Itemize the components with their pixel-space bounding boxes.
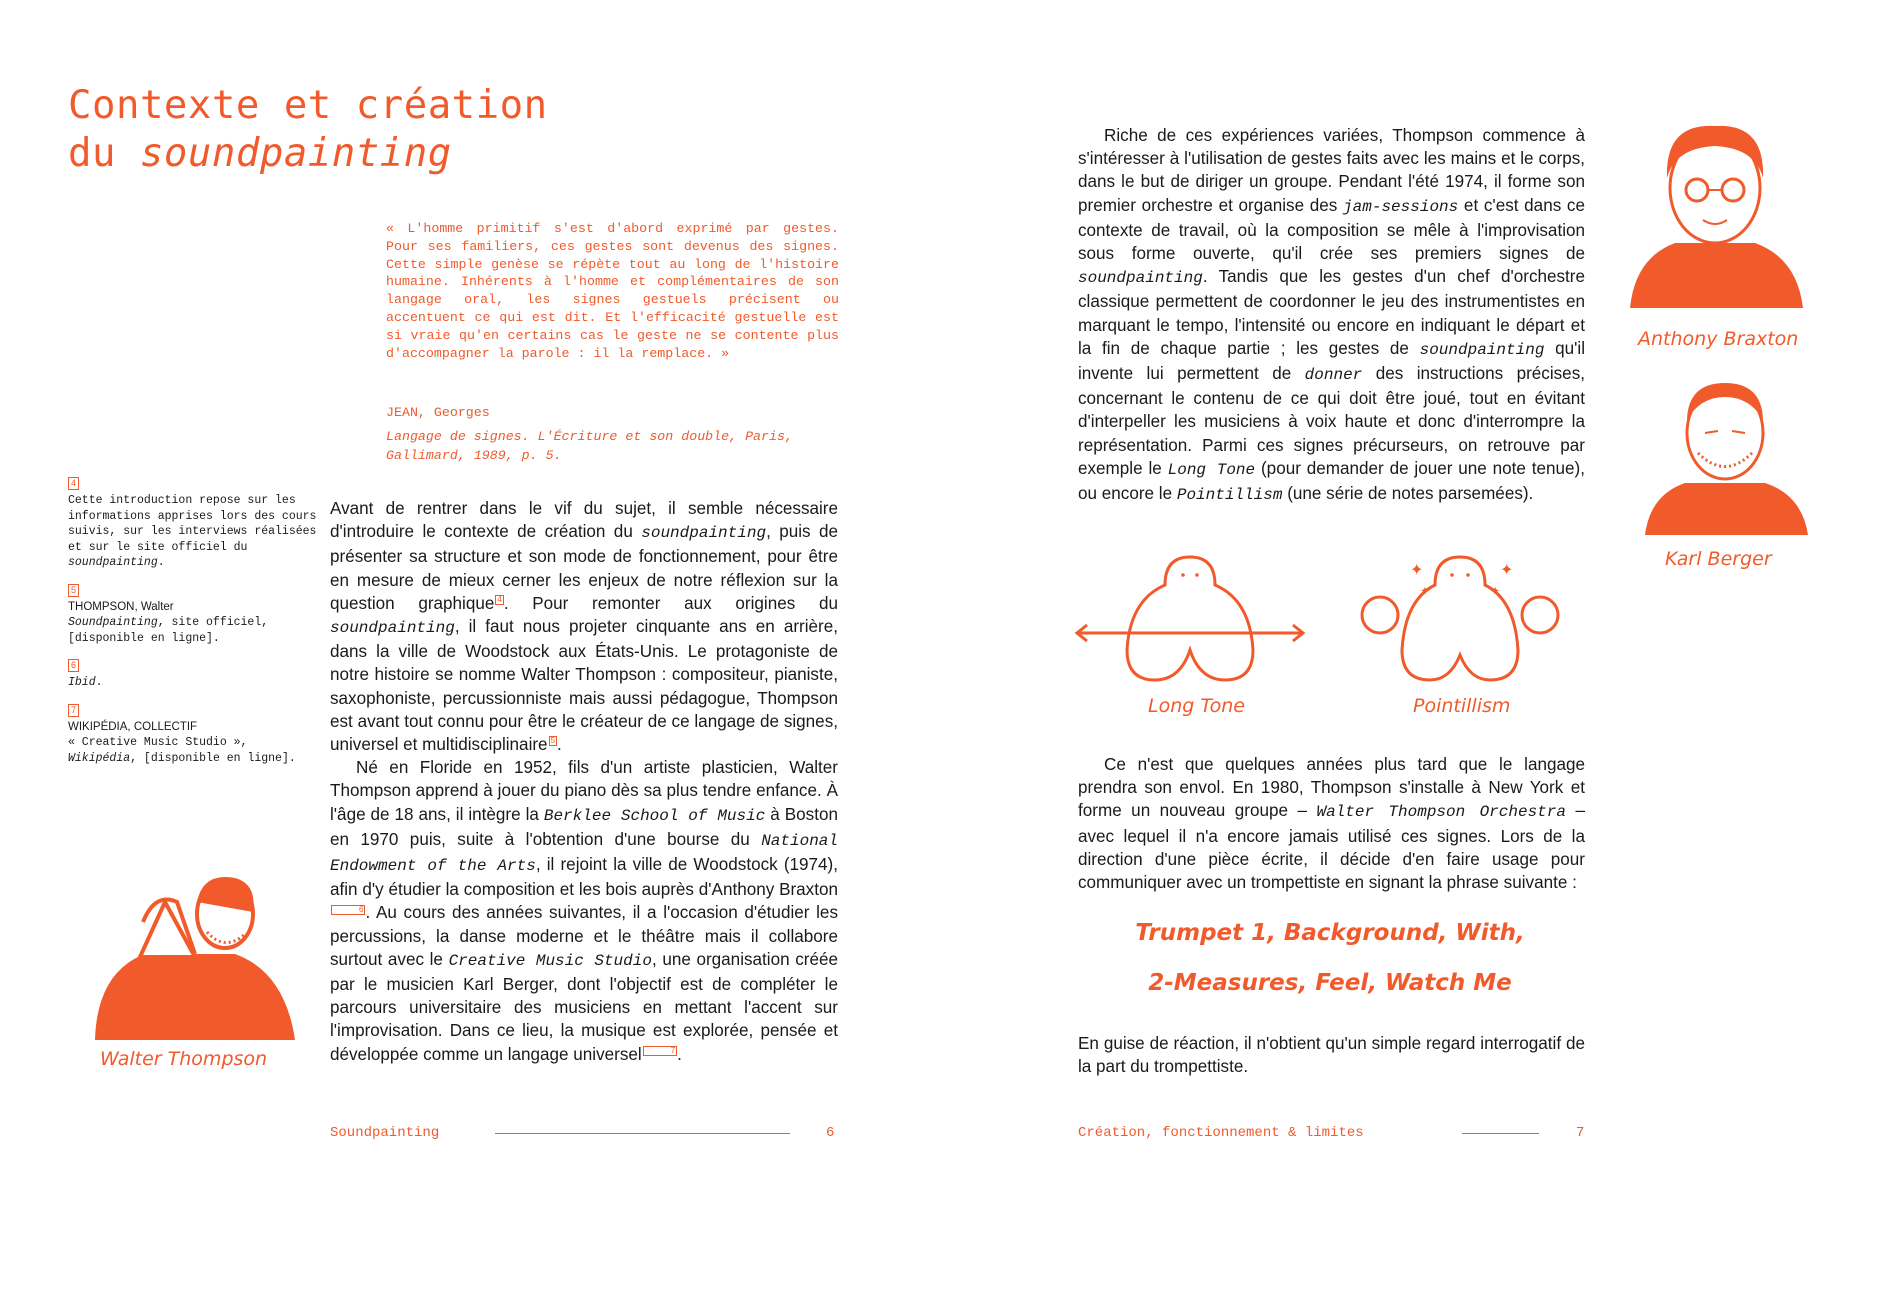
caption-karl-berger: Karl Berger	[1665, 548, 1772, 570]
caption-pointillism: Pointillism	[1413, 695, 1511, 717]
footnote-number: 4	[68, 477, 79, 490]
walter-thompson-illustration	[85, 862, 305, 1042]
title-line-1: Contexte et création	[68, 83, 548, 128]
svg-text:✦: ✦	[1410, 560, 1424, 579]
body-column-right-middle	[1078, 753, 1585, 894]
footer-label-right: Création, fonctionnement & limites	[1078, 1125, 1364, 1141]
page-number-right: 7	[1576, 1125, 1585, 1141]
svg-text:✦: ✦	[1490, 584, 1501, 598]
footnote-ref: 6	[331, 905, 365, 915]
footnote-author: WIKIPÉDIA, COLLECTIF	[68, 720, 198, 733]
svg-text:✦: ✦	[1500, 560, 1514, 579]
footnotes	[68, 476, 318, 778]
footnote-number: 5	[68, 584, 79, 597]
paragraph: Riche de ces expériences variées, Thompson commence à s'intéresser à l'utilisation de gestes faits avec les mains et le corps, dans le but de diriger un groupe. Pendant l'été 1974, il forme son premier orchestre et organise des jam-sessions et c'est dans ce contexte de travail, où la composition se mêle à l'improvisation sous forme ouverte, qu'il crée ses premiers signes de soundpainting. Tandis que les gestes d'un chef d'orchestre classique permettent de coordonner le jeu des instrumentistes en marquant le tempo, l'intensité ou encore en indiquant le départ et la fin de chaque partie ; les gestes de soundpainting qu'il invente lui permettent de donner des instructions précises, concernant le contenu de ce qui doit être joué, tout en évitant d'interpeller les musiciens à voix haute et donc d'interrompre la représentation. Parmi ces signes précurseurs, on retrouve par exemple le Long Tone (pour demander de jouer une note tenue), ou encore le Pointillism (une série de notes parsemées).	[1078, 126, 1586, 505]
title-italic: soundpainting	[139, 131, 452, 176]
body-column-left	[330, 497, 838, 1066]
footer-label-left: Soundpainting	[330, 1125, 440, 1141]
svg-text:✦: ✦	[1420, 584, 1431, 598]
anthony-braxton-portrait	[1625, 118, 1805, 308]
quote-author: JEAN, Georges	[386, 405, 490, 420]
paragraph: Avant de rentrer dans le vif du sujet, il semble nécessaire d'introduire le contexte de création du soundpainting, puis de présenter sa structure et son mode de fonctionnement, pour être en mesure de mieux cerner les enjeux de notre réflexion sur la question graphique 4 . Pour remonter aux origines du soundpainting, il faut nous projeter cinquante ans en arrière, dans la ville de Woodstock aux États-Unis. Le protagoniste de notre histoire se nomme Walter Thompson : compositeur, pianiste, saxophoniste, percussionniste mais aussi pédagogue, Thompson est avant tout connu pour être le créateur de ce langage de signes, universel et multidisciplinaire 5 .	[330, 499, 838, 755]
footnote: 4 Cette introduction repose sur les informations apprises lors des cours suivis, sur les interviews réalisées et sur le site officiel du soundpainting.	[68, 478, 317, 569]
quote-source: Langage de signes. L'Écriture et son double, Paris, Gallimard, 1989, p. 5.	[386, 429, 793, 463]
epigraph-quote: « L'homme primitif s'est d'abord exprimé par gestes. Pour ses familiers, ces gestes sont devenus des signes. Cette simple genèse se répète tout au long de l'histoire humaine. Inhérents à l'homme et complémentaires de son langage oral, les signes gestuels précisent ou accentuent ce qui est dit. Et l'efficacité gestuelle est si vraie qu'en certains cas le geste ne se contente plus d'accompagner la parole : il la remplace. »	[386, 221, 839, 361]
footnote-number: 7	[68, 704, 79, 717]
pointillism-illustration	[1340, 555, 1580, 685]
footer-rule-right	[1462, 1133, 1539, 1134]
body-column-right-top	[1078, 124, 1585, 507]
signed-sentence-line-1: Trumpet 1, Background, With,	[1135, 920, 1525, 946]
paragraph: Né en Floride en 1952, fils d'un artiste plasticien, Walter Thompson apprend à jouer du piano dès sa plus tendre enfance. À l'âge de 18 ans, il intègre la Berklee School of Music à Boston en 1970 puis, suite à l'obtention d'une bourse du National Endowment of the Arts, il rejoint la ville de Woodstock (1974), afin d'y étudier la composition et les bois auprès d'Anthony Braxton6 . Au cours des années suivantes, il a l'occasion d'étudier les percussions, la danse moderne et le théâtre mais il collabore surtout avec le Creative Music Studio, une organisation créée par le musicien Karl Berger, dont l'objectif est de compléter le parcours universitaire des musiciens en mettant l'accent sur l'improvisation. Dans ce lieu, la musique est explorée, pensée et développée comme un langage universel 7 .	[330, 758, 838, 1064]
caption-walter-thompson: Walter Thompson	[100, 1048, 268, 1070]
long-tone-illustration	[1075, 555, 1305, 685]
footnote-ref: 7	[643, 1046, 677, 1056]
caption-long-tone: Long Tone	[1148, 695, 1245, 717]
title-line-2: du soundpainting	[68, 131, 452, 176]
footnote-ref: 4	[497, 595, 502, 605]
footnote: 6 Ibid.	[68, 660, 103, 689]
footnote-ref: 5	[550, 736, 556, 746]
footnote: 5 THOMPSON, Walter Soundpainting, site officiel, [disponible en ligne].	[68, 584, 269, 645]
signed-sentence-line-2: 2-Measures, Feel, Watch Me	[1148, 970, 1512, 996]
body-column-right-bottom	[1078, 1032, 1585, 1078]
page-number-left: 6	[826, 1125, 835, 1141]
paragraph: Ce n'est que quelques années plus tard que le langage prendra son envol. En 1980, Thompson s'installe à New York et forme un nouveau groupe – Walter Thompson Orchestra – avec lequel il n'a encore jamais utilisé ces signes. Lors de la direction d'une pièce écrite, il décide d'en faire usage pour communiquer avec un trompettiste en signant la phrase suivante :	[1078, 755, 1585, 893]
karl-berger-portrait	[1640, 375, 1810, 535]
footnote-number: 6	[68, 659, 79, 672]
footer-rule-left	[495, 1133, 790, 1134]
caption-anthony-braxton: Anthony Braxton	[1638, 328, 1799, 350]
footnote-author: THOMPSON, Walter	[68, 600, 174, 613]
page-title	[68, 82, 548, 178]
footnote: 7 WIKIPÉDIA, COLLECTIF « Creative Music Studio », Wikipédia, [disponible en ligne].	[68, 704, 296, 765]
paragraph: En guise de réaction, il n'obtient qu'un simple regard interrogatif de la part du trompettiste.	[1078, 1034, 1585, 1077]
